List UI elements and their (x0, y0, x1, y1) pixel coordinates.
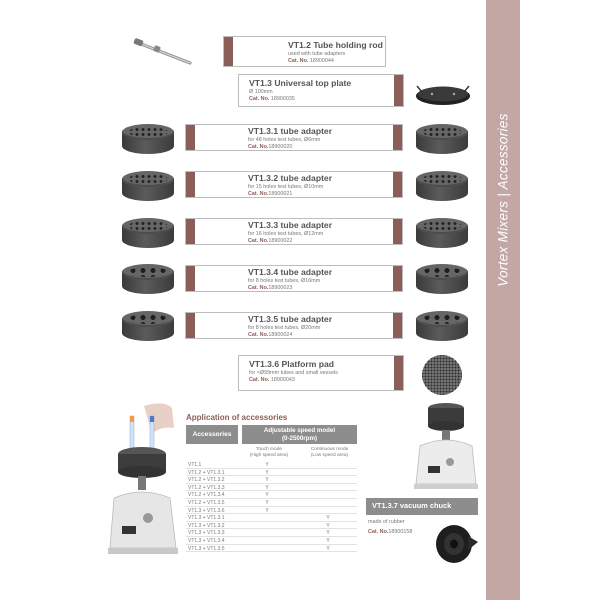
card-desc: Ø 100mm (249, 89, 273, 95)
chuck-desc: made of rubber (368, 519, 405, 525)
card-title: VT1.3 Universal top plate (249, 78, 352, 88)
card-accent-bar-left (186, 172, 195, 197)
card-title: VT1.3.6 Platform pad (249, 359, 335, 369)
table-row (186, 538, 357, 545)
table-cell-touch: Y (265, 477, 269, 484)
table-row (186, 500, 357, 507)
table-row (186, 477, 357, 484)
vacuum-chuck-image (432, 520, 480, 566)
touch-mode-header: Touch mode (High speed area) (249, 447, 289, 458)
card-accent-bar-left (186, 266, 195, 291)
table-cell-cont: Y (326, 530, 330, 537)
card-vt1-3-7 (366, 498, 478, 515)
table-header-speed: Adjustable speed model (0-2500rpm) (242, 425, 357, 444)
card-cat: Cat. No. 18900044 (288, 58, 334, 64)
card-accent-bar-right (393, 125, 402, 150)
card-cat: Cat. No.18900022 (248, 238, 293, 244)
tube-adapter-8-16mm-image-right (416, 262, 468, 296)
card-desc: for <Ø99mm tubes and small vessels (249, 370, 338, 376)
card-cat: Cat. No.18900021 (248, 191, 293, 197)
card-accent-bar (394, 356, 403, 390)
tube-adapter-16-image-left (122, 216, 174, 250)
table-row (186, 508, 357, 515)
card-cat: Cat. No.18900020 (248, 144, 293, 150)
table-row (186, 492, 357, 499)
card-vt1-2 (223, 36, 386, 67)
table-cell-touch: Y (265, 507, 269, 514)
card-desc: used with tube adapters (288, 51, 346, 57)
card-desc: for 48 holes test tubes, Ø6mm (248, 137, 321, 143)
tube-holding-rod-image (132, 36, 194, 68)
table-cell-touch: Y (265, 492, 269, 499)
universal-top-plate-image (414, 82, 472, 110)
sidebar-label: Vortex Mixers | Accessories (495, 113, 511, 287)
tube-adapter-16-image-right (416, 216, 468, 250)
table-cell-cont: Y (326, 545, 330, 552)
card-accent-bar-left (186, 313, 195, 338)
table-cell-touch: Y (265, 484, 269, 491)
card-title: VT1.3.3 tube adapter (248, 220, 333, 230)
table-cell-cont: Y (326, 515, 330, 522)
table-row (186, 546, 357, 553)
card-title: VT1.3.4 tube adapter (248, 267, 333, 277)
card-accent-bar-right (393, 219, 402, 244)
table-cell-acc: VT1.3 + VT1.3.1 (188, 515, 225, 522)
continuous-mode-header: Continuous mode (Low speed area) (310, 447, 349, 458)
card-vt1-3-6 (238, 355, 404, 391)
card-accent-bar (394, 75, 403, 106)
card-accent-bar-left (186, 219, 195, 244)
card-cat: Cat. No. 18900035 (249, 96, 295, 102)
table-cell-touch: Y (265, 500, 269, 506)
table-cell-cont: Y (326, 538, 330, 544)
tube-adapter-8-20mm-image-left (122, 309, 174, 343)
card-vt1-3-1 (185, 124, 403, 151)
table-row (186, 530, 357, 537)
card-desc: for 8 holes test tubes, Ø20mm (248, 325, 321, 331)
card-title: VT1.3.1 tube adapter (248, 126, 333, 136)
card-accent-bar-right (393, 172, 402, 197)
chuck-cat: Cat. No.18900158 (368, 529, 413, 535)
tube-adapter-15-image-left (122, 169, 174, 203)
card-cat: Cat. No.18900023 (248, 285, 293, 291)
card-vt1-3-3 (185, 218, 403, 245)
table-cell-touch: Y (265, 469, 269, 476)
table-header-accessories: Accessories (186, 425, 238, 444)
card-desc: for 16 holes test tubes, Ø12mm (248, 231, 324, 237)
table-cell-acc: VT1.3 + VT1.3.5 (188, 545, 225, 552)
card-vt1-3-4 (185, 265, 403, 292)
card-cat: Cat. No.18900024 (248, 332, 293, 338)
table-row (186, 485, 357, 492)
card-title: VT1.3.2 tube adapter (248, 173, 333, 183)
card-desc: for 8 holes test tubes, Ø16mm (248, 278, 321, 284)
table-cell-acc: VT1.2 + VT1.3.4 (188, 492, 225, 499)
card-accent-bar (224, 37, 233, 66)
card-title: VT1.2 Tube holding rod (288, 40, 383, 50)
table-cell-touch: Y (265, 462, 269, 468)
table-row (186, 515, 357, 522)
table-row (186, 462, 357, 469)
card-title: VT1.3.5 tube adapter (248, 314, 333, 324)
tube-adapter-8-20mm-image-right (416, 309, 468, 343)
card-accent-bar-right (393, 266, 402, 291)
card-cat: Cat. No. 18900043 (249, 377, 295, 383)
card-accent-bar-right (393, 313, 402, 338)
tube-adapter-48-image-left (122, 122, 174, 156)
vortex-mixer-with-tubes-image (104, 398, 182, 558)
table-row (186, 523, 357, 530)
table-cell-acc: VT1.2 + VT1.3.3 (188, 484, 225, 491)
card-vt1-3-2 (185, 171, 403, 198)
card-vt1-3 (238, 74, 404, 107)
table-cell-acc: VT1.2 + VT1.3.1 (188, 469, 225, 476)
card-title: VT1.3.7 vacuum chuck (372, 501, 452, 510)
card-desc: for 15 holes test tubes, Ø10mm (248, 184, 324, 190)
table-row (186, 470, 357, 477)
section-title: Application of accessories (186, 413, 288, 422)
table-cell-acc: VT1.3 + VT1.3.6 (188, 507, 225, 514)
table-cell-acc: VT1.2 + VT1.3.2 (188, 477, 225, 484)
table-cell-acc: VT1.3 + VT1.3.2 (188, 522, 225, 529)
table-cell-acc: VT1.1 (188, 462, 202, 468)
table-cell-acc: VT1.3 + VT1.3.3 (188, 530, 225, 537)
table-cell-acc: VT1.3 + VT1.3.4 (188, 538, 225, 544)
tube-adapter-8-16mm-image-left (122, 262, 174, 296)
sidebar-band (486, 0, 520, 600)
table-cell-cont: Y (326, 522, 330, 529)
platform-pad-image (418, 354, 466, 396)
card-accent-bar-left (186, 125, 195, 150)
table-cell-acc: VT1.2 + VT1.3.5 (188, 500, 225, 506)
card-vt1-3-5 (185, 312, 403, 339)
tube-adapter-48-image-right (416, 122, 468, 156)
tube-adapter-15-image-right (416, 169, 468, 203)
vortex-mixer-image (412, 400, 480, 490)
